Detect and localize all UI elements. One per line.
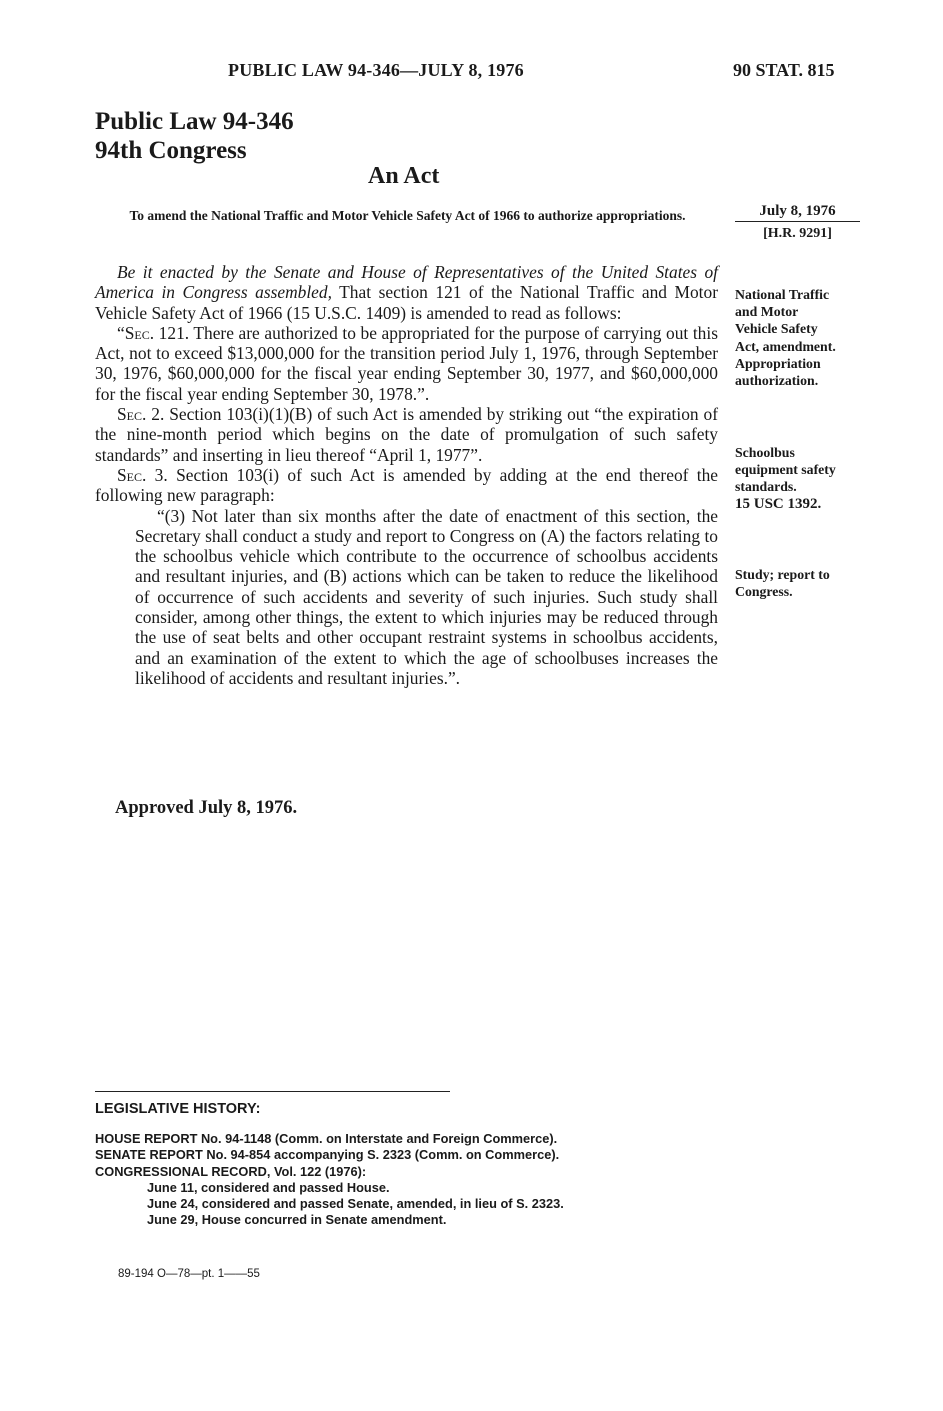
approval-line: Approved July 8, 1976. xyxy=(115,798,298,818)
margin-note-line: Act, amendment. xyxy=(735,338,836,354)
legislative-history-rule xyxy=(95,1091,450,1092)
congressional-record: CONGRESSIONAL RECORD, Vol. 122 (1976): xyxy=(95,1163,367,1179)
margin-note-line: 15 USC 1392. xyxy=(735,495,822,512)
margin-note-line: Study; report to xyxy=(735,567,830,582)
statute-reference: 90 STAT. 815 xyxy=(733,60,835,80)
congress-number: 94th Congress xyxy=(95,137,247,164)
new-paragraph-3: “(3) Not later than six months after the date of enactment of this section, the Secretary shall conduct a study and report to Congress on (A) the factors relating to the schoolbus vehicle which contribute to the occurrence of schoolbus accidents and resultant injuries, and (B) actions which can be taken to reduce the likelihood of occurrence of such accidents and severity of such injuries. Such study shall consider, among other things, the extent to which injuries may be reduced through the use of seat belts and other occupant restraint systems in schoolbus accidents, and an examination of the extent to which the age of schoolbuses increases the likelihood of accidents and resultant injuries.”. xyxy=(135,505,718,688)
legislative-history-heading: LEGISLATIVE HISTORY: xyxy=(95,1101,261,1117)
margin-note-study xyxy=(735,566,860,600)
history-entry: June 11, considered and passed House. xyxy=(147,1179,390,1195)
section-2-body: Section 103(i)(1)(B) of such Act is amended by striking out “the expiration of the nine-month period which begins on the date of promulgation of such safety standards” and inserting in lieu thereof “April 1, 1977”. xyxy=(95,404,719,465)
section-121-label: “Sec. 121. xyxy=(117,322,190,343)
section-121-text xyxy=(95,323,718,404)
margin-note-line: Appropriation xyxy=(735,355,821,371)
an-act-heading: An Act xyxy=(368,163,440,189)
senate-report: SENATE REPORT No. 94-854 accompanying S. 2323 (Comm. on Commerce). xyxy=(95,1147,560,1163)
law-title-block xyxy=(95,107,294,165)
section-3-label: Sec. 3. xyxy=(117,464,168,485)
public-law-number: Public Law 94-346 xyxy=(95,108,294,135)
history-entry: June 29, House concurred in Senate amendment. xyxy=(147,1212,447,1228)
margin-note-line: standards. xyxy=(735,479,797,495)
margin-note-line: Vehicle Safety xyxy=(735,321,818,337)
history-entry: June 24, considered and passed Senate, amended, in lieu of S. 2323. xyxy=(147,1196,564,1212)
bill-number: [H.R. 9291] xyxy=(763,226,832,241)
margin-note-schoolbus xyxy=(735,444,860,513)
enactment-date-note xyxy=(735,203,860,242)
margin-note-line: and Motor xyxy=(735,304,799,320)
enacting-text: That section 121 of the National Traffic and Motor Vehicle Safety Act of 1966 (15 U.S.C. 1409) is amended to read as follows: xyxy=(95,282,719,323)
section-3-body: Section 103(i) of such Act is amended by adding at the end thereof the following new paragraph: xyxy=(95,464,719,506)
house-report: HOUSE REPORT No. 94-1148 (Comm. on Interstate and Foreign Commerce). xyxy=(95,1131,558,1146)
margin-note-traffic-act xyxy=(735,286,860,389)
section-3 xyxy=(95,465,718,506)
long-title: To amend the National Traffic and Motor Vehicle Safety Act of 1966 to authorize appropriations. xyxy=(129,208,686,223)
margin-note-line: equipment safety xyxy=(735,462,836,478)
section-2-label: Sec. 2. xyxy=(117,404,165,425)
margin-note-line: authorization. xyxy=(735,373,819,389)
margin-note-line: Schoolbus xyxy=(735,445,795,460)
print-code: 89-194 O—78—pt. 1——55 xyxy=(118,1268,260,1280)
running-head: PUBLIC LAW 94-346—JULY 8, 1976 xyxy=(228,60,524,80)
enacting-clause xyxy=(95,262,718,323)
act-body xyxy=(95,262,718,688)
section-121-body: There are authorized to be appropriated for the purpose of carrying out this Act, not to exceed $13,000,000 for the transition period July 1, 1976, through September 30, 1976, $60,000,000 for the fiscal year ending September 30, 1977, and $60,000,000 for the fiscal year ending September 30, 1978.”. xyxy=(95,322,718,404)
margin-note-line: Congress. xyxy=(735,584,793,600)
enactment-date: July 8, 1976 xyxy=(735,203,860,222)
section-2 xyxy=(95,404,718,465)
margin-note-line: National Traffic xyxy=(735,287,830,302)
legislative-history-list xyxy=(95,1131,735,1229)
enacting-formula: Be it enacted by the Senate and House of Representatives of the United States of America in Congress assembled, xyxy=(95,262,718,303)
